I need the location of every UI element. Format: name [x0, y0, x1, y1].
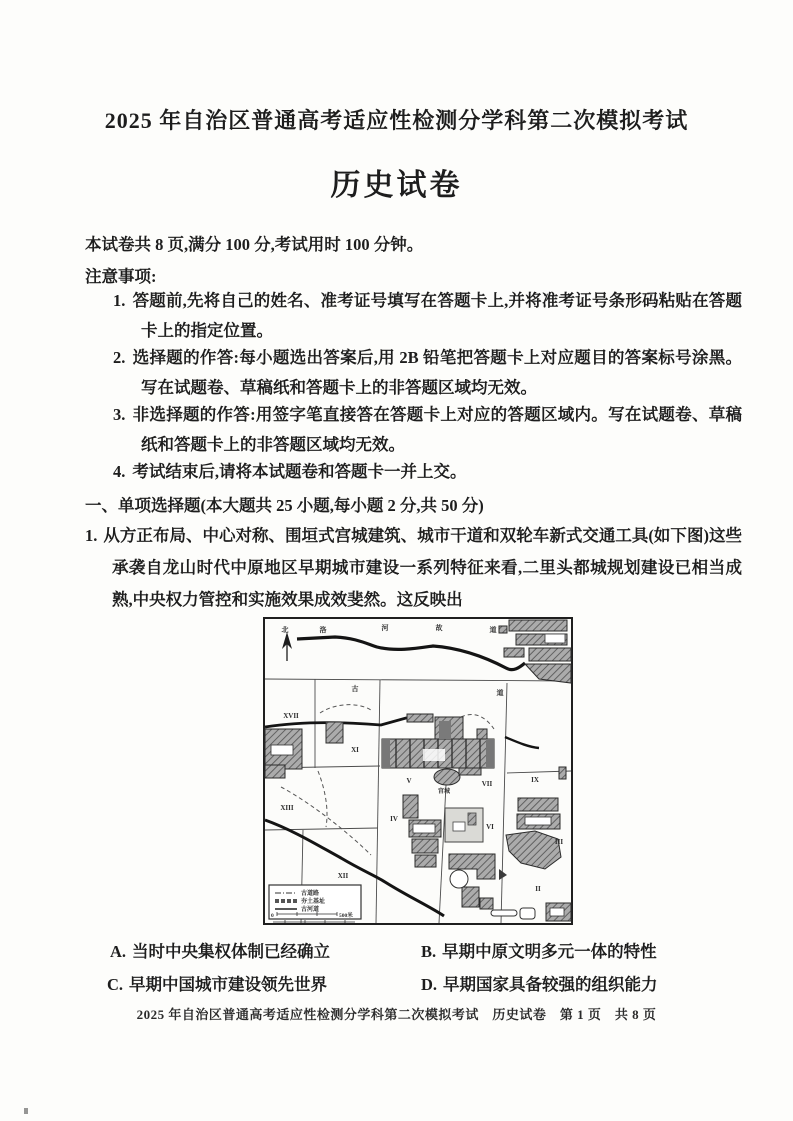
zone-label: II [535, 885, 541, 893]
erlitou-site-map [263, 617, 573, 925]
notice-item-number: 1. [113, 291, 126, 310]
option-text: 早期国家具备较强的组织能力 [443, 975, 658, 994]
section-heading: 一、单项选择题(本大题共 25 小题,每小题 2 分,共 50 分) [85, 496, 484, 515]
notice-item-number: 3. [113, 405, 126, 424]
map-legend [269, 885, 361, 923]
river-label: 河 [381, 624, 389, 632]
question-text: 从方正布局、中心对称、围垣式宫城建筑、城市干道和双轮车新式交通工具(如下图)这些承袭自龙山时代中原地区早期城市建设一系列特征来看,二里头都城规划建设已相当成熟,中央权力管控和实施效果成效斐然。这反映出 [103, 526, 742, 609]
river-label: 洛 [319, 626, 327, 634]
zone-label: V [406, 777, 412, 785]
notice-item-4 [113, 457, 742, 487]
page-footer: 2025 年自治区普通高考适应性检测分学科第二次模拟考试 历史试卷 第 1 页 共 8 页 [136, 1007, 657, 1022]
option-text: 早期中原文明多元一体的特性 [442, 942, 657, 961]
option-label: D. [421, 975, 438, 994]
option-b [421, 938, 657, 962]
question-1 [85, 520, 742, 616]
north-label: 北 [281, 626, 289, 634]
zone-label: XI [351, 746, 359, 754]
scale-distance-label: 500米 [339, 913, 353, 919]
option-label: B. [421, 942, 437, 961]
legend-item-label: 古道路 [301, 891, 320, 897]
option-d [421, 971, 658, 995]
exam-title: 2025 年自治区普通高考适应性检测分学科第二次模拟考试 [104, 108, 689, 133]
zone-label: XIII [280, 804, 294, 812]
zone-label: III [554, 838, 564, 846]
river-label: 故 [435, 624, 443, 632]
option-c [107, 971, 327, 995]
scale-zero-label: 0 [271, 913, 274, 919]
notice-item-number: 2. [113, 348, 126, 367]
option-text: 当时中央集权体制已经确立 [132, 942, 331, 961]
subject-title: 历史试卷 [330, 169, 463, 202]
notice-item-text: 考试结束后,请将本试题卷和答题卡一并上交。 [132, 462, 467, 481]
notice-item-text: 非选择题的作答:用签字笔直接答在答题卡上对应的答题区域内。写在试题卷、草稿纸和答题卡上的非答题区域均无效。 [132, 405, 742, 454]
zone-label: XVII [283, 712, 299, 720]
zone-label: IX [531, 776, 539, 784]
option-text: 早期中国城市建设领先世界 [129, 975, 328, 994]
scan-artifact [24, 1108, 28, 1114]
channel-label: 古 [351, 685, 359, 693]
notice-item-text: 选择题的作答:每小题选出答案后,用 2B 铅笔把答题卡上对应题目的答案标号涂黑。写在试题卷、草稿纸和答题卡上的非答题区域均无效。 [132, 348, 742, 397]
paper-info: 本试卷共 8 页,满分 100 分,考试用时 100 分钟。 [85, 235, 424, 254]
notice-item-2 [113, 343, 742, 403]
option-label: C. [107, 975, 124, 994]
palace-area-label: 宫城 [437, 789, 451, 795]
notice-item-number: 4. [113, 462, 126, 481]
legend-item-label: 古河道 [301, 907, 320, 913]
option-label: A. [110, 942, 127, 961]
zone-label: VI [486, 823, 494, 831]
notice-item-text: 答题前,先将自己的姓名、准考证号填写在答题卡上,并将准考证号条形码粘贴在答题卡上的指定位置。 [132, 291, 742, 340]
zone-label: IV [390, 815, 398, 823]
option-a [110, 938, 330, 962]
river-label: 道 [489, 626, 497, 634]
zone-label: XII [337, 872, 349, 880]
notice-title: 注意事项: [85, 267, 157, 286]
question-number: 1. [85, 526, 98, 545]
notice-item-3 [113, 400, 742, 460]
channel-label: 道 [496, 689, 504, 697]
zone-label: VII [481, 780, 493, 788]
question-figure-map [263, 617, 573, 925]
notice-item-1 [113, 286, 742, 346]
legend-item-label: 夯土基址 [301, 899, 326, 905]
